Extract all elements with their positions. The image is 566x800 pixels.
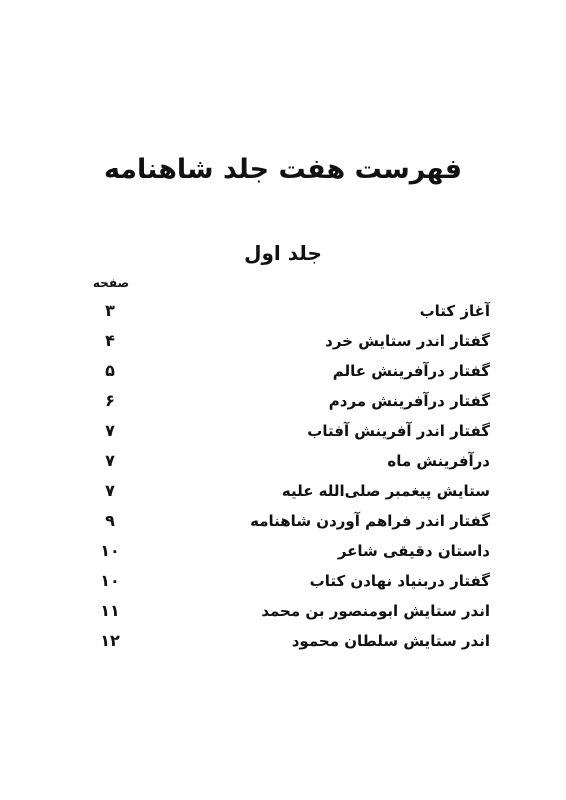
- volume-heading: جلد اول: [244, 241, 322, 265]
- toc-row: [90, 356, 490, 386]
- toc-row: [90, 326, 490, 356]
- toc-row: [90, 386, 490, 416]
- toc-entry-title: گفتار اندر آفرینش آفتاب: [307, 422, 490, 440]
- toc-row: [90, 536, 490, 566]
- toc-entry-page: ١٠: [100, 571, 120, 590]
- toc-entry-page: ١٠: [100, 541, 120, 560]
- toc-row: [90, 476, 490, 506]
- toc-row: [90, 596, 490, 626]
- toc-entry-page: ١٢: [100, 631, 120, 650]
- toc-entry-title: درآفرینش ماه: [387, 452, 490, 470]
- toc-entry-page: ٧: [105, 421, 115, 440]
- toc-entry-page: ٣: [105, 301, 115, 320]
- toc-entry-page: ۶: [105, 391, 115, 410]
- toc-entry-page: ١١: [100, 601, 120, 620]
- toc-entry-page: ٧: [105, 481, 115, 500]
- table-of-contents: [90, 296, 490, 656]
- toc-entry-page: ۴: [105, 331, 115, 350]
- toc-entry-title: گفتار اندر ستایش خرد: [325, 332, 490, 350]
- toc-entry-title: آغاز کتاب: [419, 302, 490, 320]
- toc-row: [90, 626, 490, 656]
- toc-entry-page: ۵: [105, 361, 115, 380]
- page-column-header: صفحه: [92, 276, 130, 290]
- toc-entry-title: گفتار دربنیاد نهادن کتاب: [309, 572, 490, 590]
- toc-row: [90, 416, 490, 446]
- toc-row: [90, 296, 490, 326]
- toc-row: [90, 566, 490, 596]
- toc-entry-title: ستایش پیغمبر صلی‌الله علیه: [281, 482, 490, 500]
- toc-entry-title: اندر ستایش ابومنصور بن محمد: [261, 602, 490, 620]
- toc-row: [90, 446, 490, 476]
- toc-entry-title: اندر ستایش سلطان محمود: [291, 632, 490, 650]
- toc-entry-page: ٩: [105, 511, 115, 530]
- toc-row: [90, 506, 490, 536]
- page-title: فهرست هفت جلد شاهنامه: [103, 154, 463, 185]
- toc-entry-page: ٧: [105, 451, 115, 470]
- toc-entry-title: گفتار درآفرینش مردم: [328, 392, 490, 410]
- toc-entry-title: گفتار اندر فراهم آوردن شاهنامه: [250, 512, 490, 530]
- toc-entry-title: داستان دقیقی شاعر: [337, 542, 490, 560]
- toc-entry-title: گفتار درآفرینش عالم: [332, 362, 490, 380]
